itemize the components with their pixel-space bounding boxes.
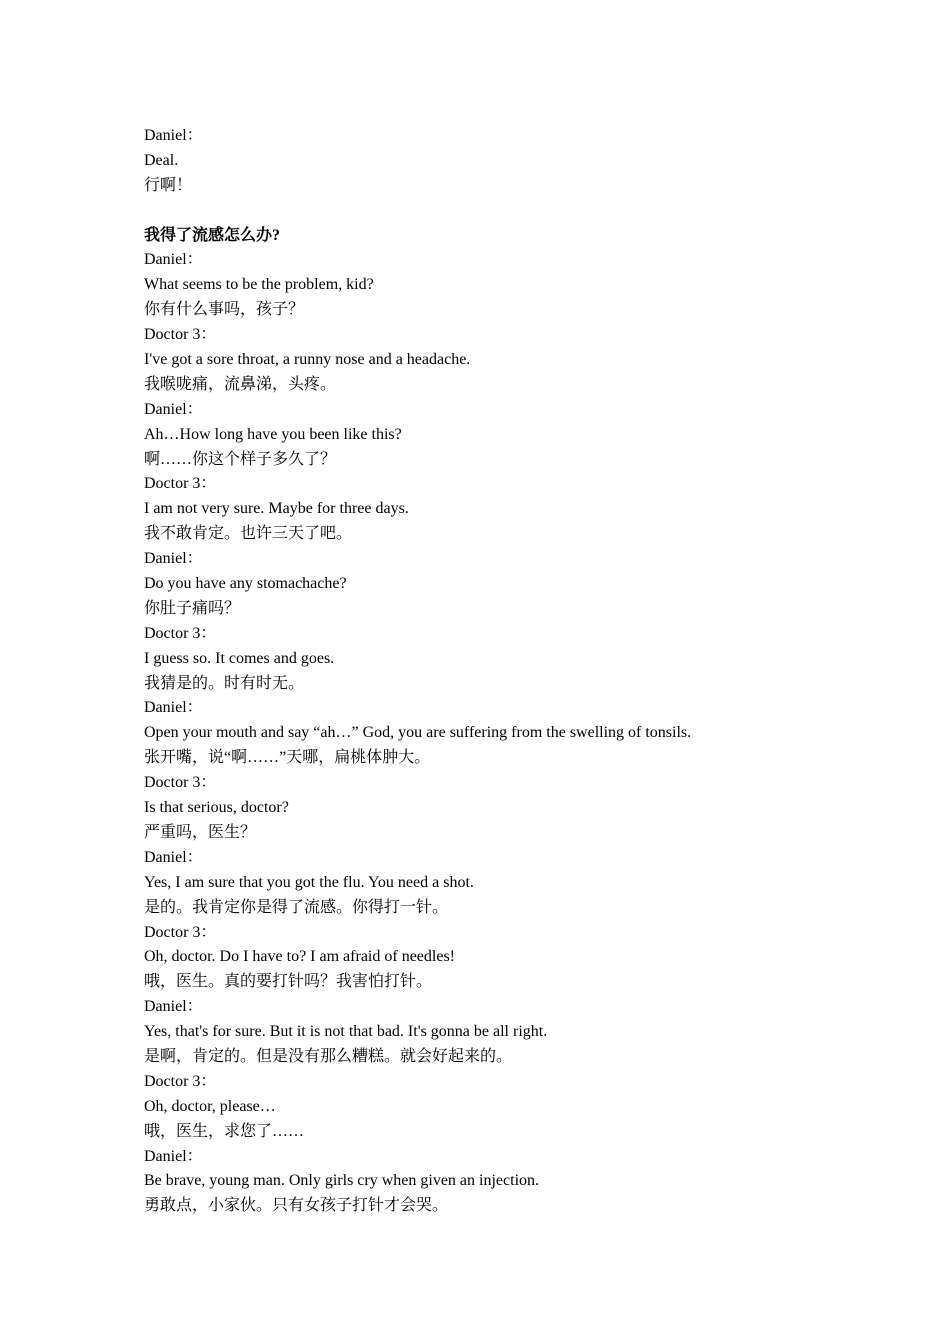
chinese-line: 勇敢点，小家伙。只有女孩子打针才会哭。: [144, 1197, 449, 1215]
english-line: I am not very sure. Maybe for three days.: [144, 500, 409, 518]
english-line: Yes, that's for sure. But it is not that bad. It's gonna be all right.: [144, 1023, 548, 1041]
speaker-name: Daniel：: [144, 251, 203, 269]
english-line: Yes, I am sure that you got the flu. You need a shot.: [144, 873, 474, 891]
chinese-line: 张开嘴，说“啊……”天哪，扁桃体肿大。: [144, 749, 431, 767]
speaker-name: Daniel：: [144, 127, 203, 144]
english-line: Oh, doctor. Do I have to? I am afraid of needles!: [144, 948, 455, 966]
speaker-name: Daniel：: [144, 998, 203, 1016]
english-line: Oh, doctor, please…: [144, 1097, 276, 1115]
dialogue-turn: [144, 846, 904, 921]
speaker-name: Daniel：: [144, 1147, 203, 1165]
dialogue-turn: [144, 398, 904, 473]
chinese-line: 我不敢肯定。也许三天了吧。: [144, 525, 353, 543]
chinese-line: 行啊！: [144, 176, 193, 194]
dialogue-turn: [144, 995, 904, 1070]
speaker-name: Doctor 3：: [144, 475, 217, 493]
speaker-name: Doctor 3：: [144, 923, 217, 941]
chinese-line: 严重吗，医生？: [144, 823, 257, 841]
english-line: What seems to be the problem, kid?: [144, 276, 374, 294]
chinese-line: 是啊，肯定的。但是没有那么糟糕。就会好起来的。: [144, 1047, 513, 1065]
chinese-line: 哦，医生，求您了……: [144, 1122, 305, 1140]
english-line: I've got a sore throat, a runny nose and a headache.: [144, 351, 471, 369]
dialogue-turn: [144, 1145, 904, 1220]
dialogue-turn: [144, 696, 904, 771]
chinese-line: 我喉咙痛，流鼻涕，头疼。: [144, 375, 337, 393]
dialogue-turn: [144, 248, 904, 323]
chinese-line: 你有什么事吗，孩子？: [144, 301, 305, 319]
dialogue-turn: [144, 771, 904, 846]
chinese-line: 哦，医生。真的要打针吗？我害怕打针。: [144, 973, 433, 991]
english-line: Is that serious, doctor?: [144, 799, 289, 817]
dialogue-turn: [144, 547, 904, 622]
speaker-name: Doctor 3：: [144, 624, 217, 642]
dialogue-turn: [144, 323, 904, 398]
document-page: [144, 124, 904, 1219]
english-line: I guess so. It comes and goes.: [144, 649, 335, 667]
dialogue-turn: [144, 921, 904, 996]
speaker-name: Daniel：: [144, 699, 203, 717]
chinese-line: 啊……你这个样子多久了？: [144, 450, 337, 468]
intro-block: [144, 124, 904, 199]
speaker-name: Daniel：: [144, 400, 203, 418]
speaker-name: Doctor 3：: [144, 774, 217, 792]
speaker-name: Doctor 3：: [144, 1072, 217, 1090]
english-line: Deal.: [144, 151, 179, 169]
speaker-name: Daniel：: [144, 550, 203, 568]
section-title: 我得了流感怎么办?: [144, 226, 281, 244]
dialogue-turn: [144, 1070, 904, 1145]
english-line: Ah…How long have you been like this?: [144, 425, 402, 443]
paragraph-spacer: [144, 199, 904, 224]
english-line: Do you have any stomachache?: [144, 575, 347, 593]
dialogue-turn: [144, 622, 904, 697]
dialogue-turn: [144, 472, 904, 547]
chinese-line: 我猜是的。时有时无。: [144, 674, 305, 692]
speaker-name: Doctor 3：: [144, 326, 217, 344]
chinese-line: 你肚子痛吗？: [144, 599, 241, 617]
speaker-name: Daniel：: [144, 848, 203, 866]
english-line: Be brave, young man. Only girls cry when given an injection.: [144, 1172, 540, 1190]
dialogue: [144, 248, 904, 1219]
english-line: Open your mouth and say “ah…” God, you are suffering from the swelling of tonsils.: [144, 724, 692, 742]
chinese-line: 是的。我肯定你是得了流感。你得打一针。: [144, 898, 449, 916]
